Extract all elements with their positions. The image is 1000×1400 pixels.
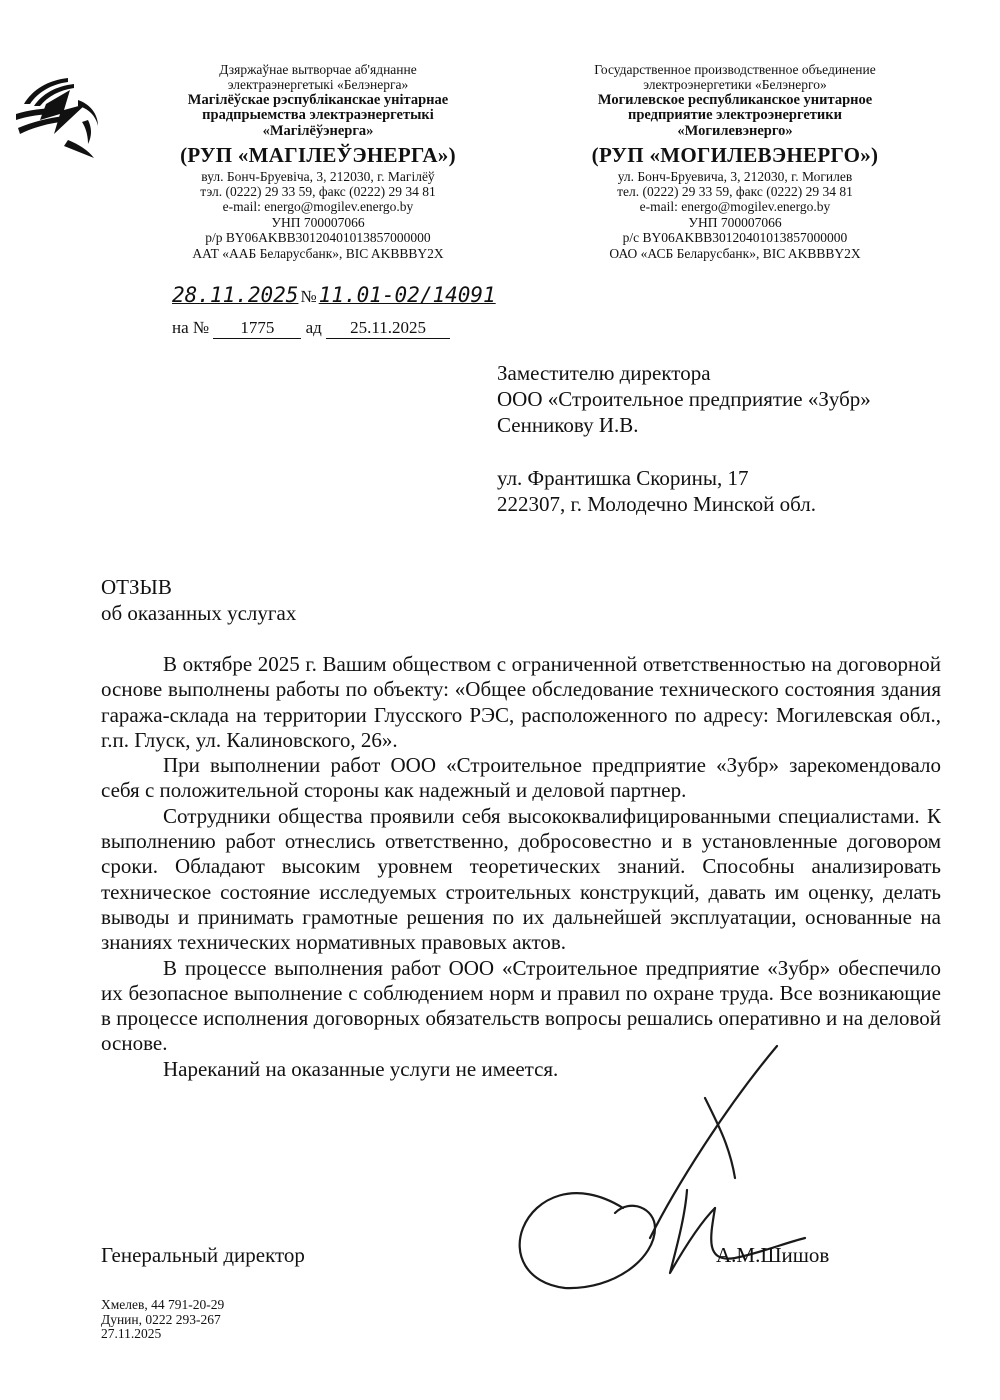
- registration-line: [172, 283, 496, 307]
- header-left-bank: ААТ «ААБ Беларусбанк», BIC AKBBBY2X: [192, 245, 444, 261]
- body-paragraph-1: В октябре 2025 г. Вашим обществом с ограниченной ответственностью на договорной основе выполнены работы по объекту: «Общее обследование технического состояния здания гаража-склада на территории Глусского РЭС, расположенного по адресу: Могилевская обл., г.п. Глуск, ул. Калиновского, 26».: [101, 652, 941, 752]
- executor-line2: Дунин, 0222 293-267: [101, 1311, 221, 1327]
- header-left: [128, 62, 508, 261]
- company-logo-icon: [8, 70, 108, 160]
- signatory-name: А.М.Шишов: [716, 1243, 830, 1267]
- header-left-line4: прадпрыемства электраэнергетыкі: [202, 107, 434, 124]
- header-right-bank: ОАО «АСБ Беларусбанк», BIC AKBBBY2X: [609, 245, 861, 261]
- letter-body: [101, 652, 941, 1082]
- header-right-unp: УНП 700007066: [688, 214, 782, 230]
- header-right-line5: «Могилевэнерго»: [677, 123, 793, 139]
- addressee-street: ул. Франтишка Скорины, 17: [497, 466, 749, 490]
- addressee-block: [497, 360, 871, 517]
- body-paragraph-4: В процессе выполнения работ ООО «Строительное предприятие «Зубр» обеспечило их безопасное выполнение с соблюдением норм и правил по охране труда. Все возникающие в процессе исполнения договорных обязательств вопросы решались оперативно и на деловой основе.: [101, 955, 941, 1056]
- addressee-city: 222307, г. Молодечно Минской обл.: [497, 492, 817, 516]
- header-left-account: р/р BY06AKBB30120401013857000000: [205, 230, 431, 246]
- header-left-address: вул. Бонч-Бруевіча, 3, 212030, г. Магілёў: [201, 168, 435, 184]
- header-left-line2: электраэнергетыкі «Белэнерга»: [227, 77, 409, 93]
- body-paragraph-2: При выполнении работ ООО «Строительное предприятие «Зубр» зарекомендовало себя с положительной стороны как надежный и деловой партнер.: [101, 753, 941, 803]
- signatory-position: Генеральный директор: [101, 1243, 305, 1267]
- header-right-short-name: (РУП «МОГИЛЕВЭНЕРГО»): [591, 142, 879, 167]
- registration-number-label: №: [300, 287, 317, 306]
- reference-number: 1775: [213, 318, 301, 339]
- header-left-email: e-mail: energo@mogilev.energo.by: [222, 199, 414, 215]
- executor-line1: Хмелев, 44 791-20-29: [101, 1297, 225, 1312]
- reference-label: на №: [172, 318, 210, 337]
- header-right-account: р/с BY06AKBB30120401013857000000: [622, 230, 848, 246]
- registration-number: 11.01-02/14091: [318, 283, 496, 307]
- addressee-company: ООО «Строительное предприятие «Зубр»: [497, 387, 871, 411]
- title-sub: об оказанных услугах: [101, 601, 297, 625]
- header-right: [545, 62, 925, 261]
- registration-date: 28.11.2025: [172, 283, 299, 307]
- header-right-line4: предприятие электроэнергетики: [627, 107, 842, 124]
- document-title: [101, 574, 296, 626]
- header-left-phone: тэл. (0222) 29 33 59, факс (0222) 29 34 81: [200, 184, 436, 199]
- body-paragraph-3: Сотрудники общества проявили себя высококвалифицированными специалистами. К выполнению работ отнеслись ответственно, добросовестно и в установленные договором сроки. Обладают высоким уровнем теоретических знаний. Способны анализировать техническое состояние исследуемых строительных конструкций, давать им оценку, делать выводы и принимать грамотные решения по их дальнейшей эксплуатации, основанные на знаниях технических нормативных правовых актов.: [101, 803, 941, 955]
- reference-date: 25.11.2025: [326, 318, 450, 339]
- addressee-position: Заместителю директора: [497, 361, 711, 385]
- header-left-line5: «Магілёўэнерга»: [262, 123, 374, 139]
- header-right-line2: электроэнергетики «Белэнерго»: [643, 77, 827, 93]
- header-right-phone: тел. (0222) 29 33 59, факс (0222) 29 34 81: [617, 184, 853, 199]
- executor-line3: 27.11.2025: [101, 1326, 162, 1341]
- header-left-line3: Магілёўскае рэспубліканскае унітарнае: [187, 91, 449, 108]
- executor-block: [101, 1298, 224, 1342]
- header-left-line1: Дзяржаўнае вытворчае аб'яднанне: [219, 62, 417, 77]
- header-left-unp: УНП 700007066: [271, 214, 365, 230]
- body-paragraph-5: Нареканий на оказанные услуги не имеется.: [163, 1056, 559, 1081]
- header-right-email: e-mail: energo@mogilev.energo.by: [639, 199, 831, 215]
- title-main: ОТЗЫВ: [101, 575, 172, 599]
- reference-line: [172, 318, 450, 339]
- reference-date-label: ад: [305, 318, 322, 337]
- addressee-person: Сенникову И.В.: [497, 413, 639, 437]
- header-right-line3: Могилевское республиканское унитарное: [597, 91, 873, 108]
- header-right-address: ул. Бонч-Бруевича, 3, 212030, г. Могилев: [617, 168, 853, 184]
- header-right-line1: Государственное производственное объединение: [594, 62, 876, 77]
- header-left-short-name: (РУП «МАГІЛЕЎЭНЕРГА»): [180, 142, 456, 167]
